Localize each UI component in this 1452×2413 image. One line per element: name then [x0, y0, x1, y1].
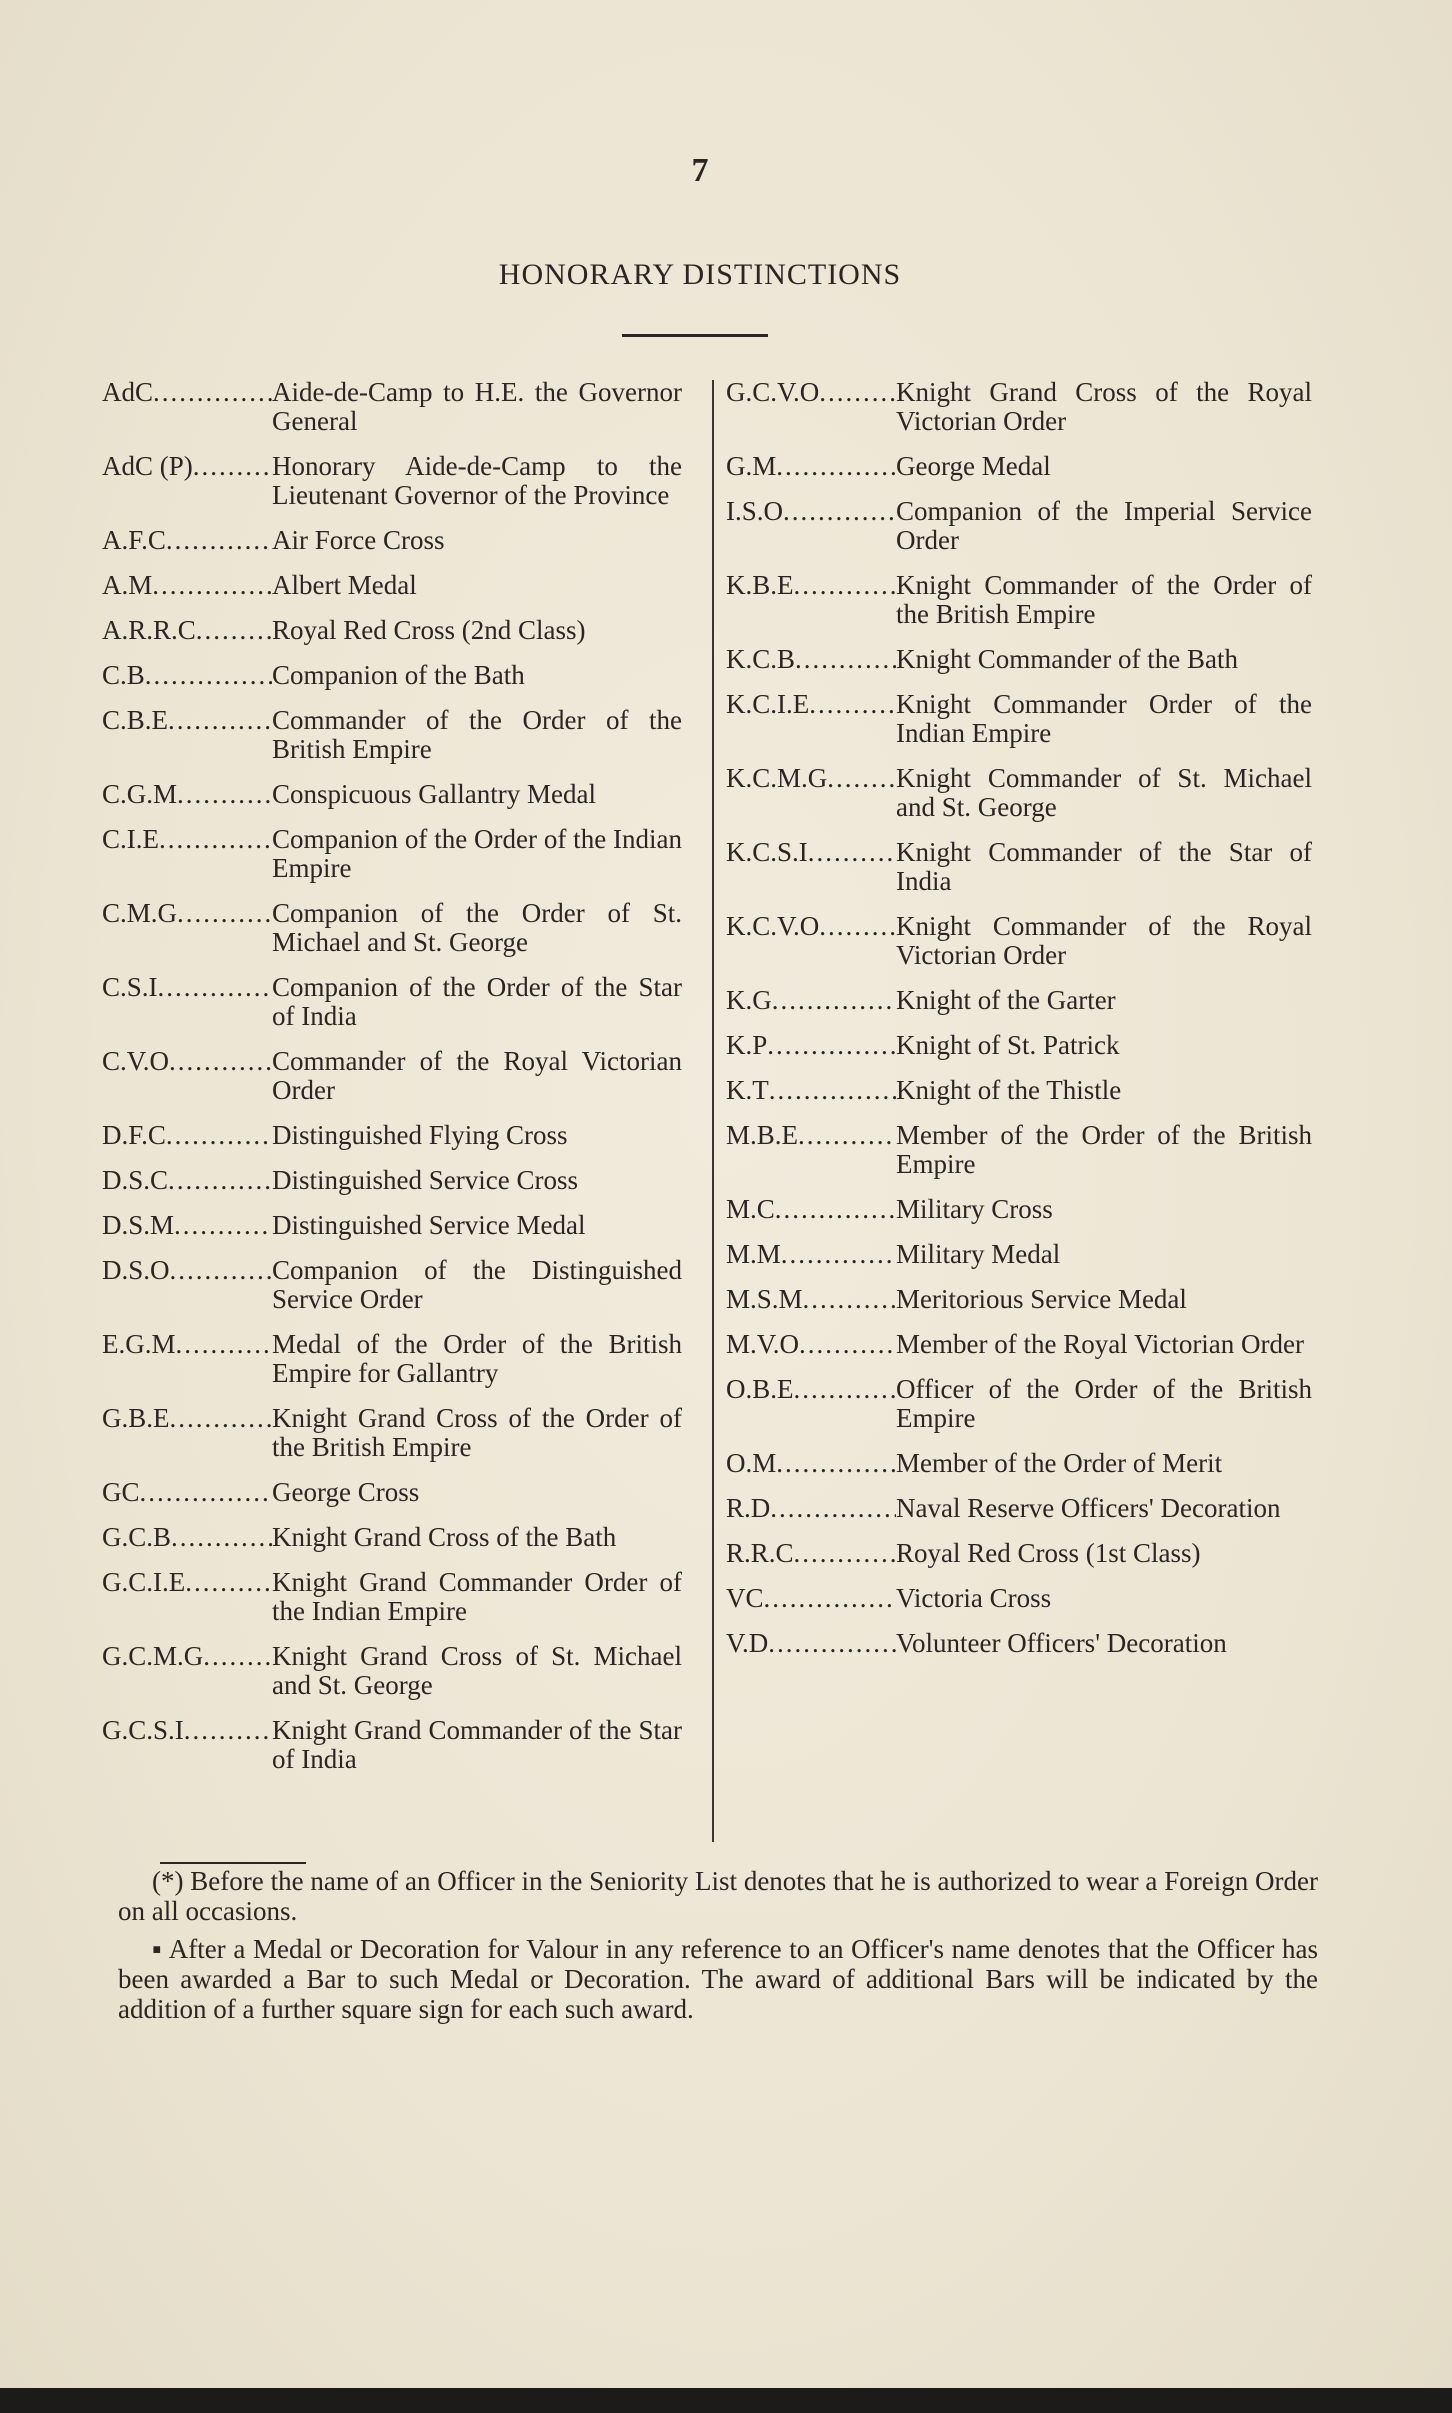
dot-leader — [177, 780, 272, 809]
distinction-entry — [726, 1240, 1312, 1269]
distinction-definition: Royal Red Cross (2nd Class) — [272, 615, 586, 645]
footnotes — [118, 1866, 1318, 2032]
distinction-abbreviation-cell — [102, 378, 272, 407]
distinction-abbreviation: G.B.E — [102, 1404, 170, 1433]
distinction-abbreviation-cell — [726, 452, 896, 481]
distinction-definition: Companion of the Bath — [272, 660, 525, 690]
distinction-abbreviation: I.S.O — [726, 497, 784, 526]
dot-leader — [166, 1121, 272, 1150]
distinction-abbreviation: K.T — [726, 1076, 769, 1105]
distinction-definition: Naval Reserve Officers' Decoration — [896, 1493, 1281, 1523]
distinction-entry — [102, 1121, 682, 1150]
distinction-abbreviation: C.I.E — [102, 825, 159, 854]
distinction-definition: Distinguished Service Cross — [272, 1165, 578, 1195]
distinction-abbreviation: G.C.S.I — [102, 1716, 184, 1745]
distinction-abbreviation: D.S.O — [102, 1256, 170, 1285]
distinction-definition: Knight Grand Commander of the Star of India — [272, 1715, 682, 1774]
distinction-abbreviation: AdC (P) — [102, 452, 193, 481]
dot-leader — [185, 1568, 272, 1597]
distinction-abbreviation-cell — [102, 973, 272, 1002]
distinction-definition: Knight Grand Cross of St. Michael and St. George — [272, 1641, 682, 1700]
distinction-entry — [726, 690, 1312, 748]
distinction-entry — [726, 1584, 1312, 1613]
distinction-abbreviation-cell — [102, 1642, 272, 1671]
dot-leader — [158, 973, 272, 1002]
dot-leader — [153, 378, 272, 407]
dot-leader — [170, 1256, 272, 1285]
distinction-entry — [102, 1404, 682, 1462]
distinction-abbreviation: D.S.M — [102, 1211, 175, 1240]
distinction-definition: Companion of the Distinguished Service Order — [272, 1255, 682, 1314]
distinction-entry — [102, 1642, 682, 1700]
distinction-entry — [102, 1523, 682, 1552]
distinction-abbreviation: R.R.C — [726, 1539, 794, 1568]
distinction-entry — [102, 1211, 682, 1240]
distinction-abbreviation: GC — [102, 1478, 140, 1507]
distinction-entry — [102, 616, 682, 645]
distinction-definition: Air Force Cross — [272, 525, 445, 555]
dot-leader — [166, 526, 272, 555]
distinction-abbreviation-cell — [726, 1539, 896, 1568]
dot-leader — [803, 1285, 896, 1314]
distinction-definition: Knight Grand Cross of the Bath — [272, 1522, 617, 1552]
distinction-abbreviation-cell — [102, 1523, 272, 1552]
dot-leader — [764, 1584, 896, 1613]
distinction-entry — [102, 706, 682, 764]
distinction-definition: George Cross — [272, 1477, 420, 1507]
column-divider — [712, 380, 714, 1842]
distinction-abbreviation-cell — [102, 1568, 272, 1597]
distinction-definition: Knight Grand Commander Order of the Indian Empire — [272, 1567, 682, 1626]
distinction-abbreviation-cell — [726, 497, 896, 526]
distinction-entry — [102, 571, 682, 600]
distinction-abbreviation-cell — [726, 571, 896, 600]
dot-leader — [174, 1211, 272, 1240]
distinction-entry — [102, 1478, 682, 1507]
distinction-definition: Distinguished Service Medal — [272, 1210, 586, 1240]
dot-leader — [768, 1629, 896, 1658]
dot-leader — [794, 571, 897, 600]
distinction-abbreviation: G.M — [726, 452, 777, 481]
distinction-abbreviation-cell — [726, 690, 896, 719]
dot-leader — [177, 899, 272, 928]
dot-leader — [776, 452, 896, 481]
distinction-abbreviation: K.C.B — [726, 645, 796, 674]
dot-leader — [783, 497, 896, 526]
footnote-bar-sign: ▪ After a Medal or Decoration for Valour in any reference to an Officer's name denotes that the Officer has been awarded a Bar to such Medal or Decoration. The award of additional Bars will be indicated by the addition of a further square sign for each such award. — [118, 1934, 1318, 2024]
page-heading: HONORARY DISTINCTIONS — [498, 258, 902, 291]
distinction-abbreviation: K.G — [726, 986, 772, 1015]
distinction-definition: Commander of the Royal Victorian Order — [272, 1046, 682, 1105]
dot-leader — [184, 1716, 272, 1745]
heading-rule — [622, 334, 768, 337]
distinction-definition: Albert Medal — [272, 570, 417, 600]
dot-leader — [168, 1166, 272, 1195]
distinction-definition: Knight Commander of the Royal Victorian Order — [896, 911, 1312, 970]
distinction-abbreviation-cell — [102, 899, 272, 928]
distinction-definition: Member of the Royal Victorian Order — [896, 1329, 1305, 1359]
dot-leader — [809, 690, 896, 719]
distinction-definition: Military Medal — [896, 1239, 1061, 1269]
distinction-abbreviation: AdC — [102, 378, 154, 407]
dot-leader — [794, 1539, 896, 1568]
distinction-abbreviation-cell — [102, 706, 272, 735]
distinction-definition: Officer of the Order of the British Empire — [896, 1374, 1312, 1433]
dot-leader — [799, 1330, 896, 1359]
distinction-abbreviation: G.C.V.O — [726, 378, 820, 407]
distinction-entry — [726, 1629, 1312, 1658]
dot-leader — [169, 1047, 272, 1076]
distinction-entry — [102, 378, 682, 436]
distinction-abbreviation-cell — [726, 1031, 896, 1060]
dot-leader — [767, 1031, 896, 1060]
page-bottom-edge — [0, 2388, 1452, 2413]
distinction-definition: Meritorious Service Medal — [896, 1284, 1187, 1314]
distinction-abbreviation: A.M — [102, 571, 153, 600]
distinction-entry — [726, 764, 1312, 822]
dot-leader — [140, 1478, 272, 1507]
distinction-entry — [726, 1539, 1312, 1568]
distinction-entry — [102, 1256, 682, 1314]
distinction-definition: Conspicuous Gallantry Medal — [272, 779, 596, 809]
distinction-entry — [726, 571, 1312, 629]
distinction-entry — [726, 838, 1312, 896]
distinction-abbreviation: C.S.I — [102, 973, 158, 1002]
distinction-abbreviation-cell — [726, 1629, 896, 1658]
distinction-abbreviation: O.M — [726, 1449, 777, 1478]
distinction-abbreviation: K.C.S.I — [726, 838, 808, 867]
left-column-list — [102, 378, 682, 1790]
distinction-abbreviation: M.C — [726, 1195, 775, 1224]
distinction-abbreviation-cell — [726, 764, 896, 793]
distinction-definition: Companion of the Order of the Indian Empire — [272, 824, 682, 883]
dot-leader — [798, 1121, 896, 1150]
distinction-abbreviation: C.V.O — [102, 1047, 170, 1076]
distinction-abbreviation-cell — [726, 645, 896, 674]
distinction-definition: Member of the Order of the British Empire — [896, 1120, 1312, 1179]
distinction-abbreviation: G.C.I.E — [102, 1568, 186, 1597]
distinction-abbreviation-cell — [102, 571, 272, 600]
dot-leader — [795, 645, 896, 674]
distinction-abbreviation-cell — [102, 526, 272, 555]
distinction-abbreviation: C.B.E — [102, 706, 169, 735]
distinction-definition: Honorary Aide-de-Camp to the Lieutenant Governor of the Province — [272, 451, 682, 510]
distinction-definition: Knight of the Thistle — [896, 1075, 1122, 1105]
distinction-definition: Victoria Cross — [896, 1583, 1052, 1613]
distinction-abbreviation-cell — [102, 616, 272, 645]
distinction-definition: Knight Commander of the Order of the British Empire — [896, 570, 1312, 629]
distinction-entry — [102, 1047, 682, 1105]
dot-leader — [170, 1404, 273, 1433]
dot-leader — [203, 1642, 272, 1671]
distinction-abbreviation-cell — [102, 661, 272, 690]
distinction-definition: Companion of the Order of the Star of India — [272, 972, 682, 1031]
distinction-definition: Commander of the Order of the British Empire — [272, 705, 682, 764]
distinction-abbreviation-cell — [726, 1195, 896, 1224]
distinction-abbreviation: M.S.M — [726, 1285, 803, 1314]
distinction-abbreviation: M.M — [726, 1240, 781, 1269]
distinction-abbreviation: R.D — [726, 1494, 771, 1523]
dot-leader — [769, 1076, 896, 1105]
distinction-entry — [726, 1330, 1312, 1359]
distinction-entry — [726, 497, 1312, 555]
distinction-abbreviation: C.B — [102, 661, 145, 690]
distinction-definition: Companion of the Order of St. Michael and St. George — [272, 898, 682, 957]
dot-leader — [776, 1449, 896, 1478]
distinction-abbreviation-cell — [726, 1449, 896, 1478]
distinction-entry — [102, 780, 682, 809]
distinction-entry — [102, 452, 682, 510]
distinction-abbreviation: D.F.C — [102, 1121, 166, 1150]
distinction-entry — [726, 1375, 1312, 1433]
distinction-abbreviation: E.G.M — [102, 1330, 176, 1359]
distinction-abbreviation: K.B.E — [726, 571, 794, 600]
distinction-abbreviation-cell — [726, 1121, 896, 1150]
distinction-definition: Aide-de-Camp to H.E. the Governor General — [272, 377, 682, 436]
distinction-definition: Military Cross — [896, 1194, 1053, 1224]
distinction-entry — [726, 1195, 1312, 1224]
distinction-abbreviation-cell — [726, 1584, 896, 1613]
dot-leader — [772, 986, 896, 1015]
dot-leader — [781, 1240, 896, 1269]
distinction-abbreviation: K.C.I.E — [726, 690, 810, 719]
distinction-abbreviation: C.M.G — [102, 899, 178, 928]
distinction-entry — [102, 1330, 682, 1388]
distinction-abbreviation: A.R.R.C — [102, 616, 196, 645]
dot-leader — [152, 571, 272, 600]
distinction-entry — [726, 378, 1312, 436]
dot-leader — [770, 1494, 896, 1523]
distinction-definition: Medal of the Order of the British Empire for Gallantry — [272, 1329, 682, 1388]
dot-leader — [159, 825, 272, 854]
distinction-abbreviation-cell — [102, 1166, 272, 1195]
distinction-entry — [102, 661, 682, 690]
distinction-definition: Knight Grand Cross of the Royal Victorian Order — [896, 377, 1312, 436]
dot-leader — [145, 661, 272, 690]
distinction-abbreviation-cell — [102, 1478, 272, 1507]
distinction-abbreviation-cell — [102, 780, 272, 809]
distinction-abbreviation-cell — [102, 1211, 272, 1240]
distinction-abbreviation-cell — [726, 1285, 896, 1314]
distinction-abbreviation: C.G.M — [102, 780, 178, 809]
distinction-definition: Member of the Order of Merit — [896, 1448, 1223, 1478]
distinction-entry — [726, 452, 1312, 481]
distinction-definition: Companion of the Imperial Service Order — [896, 496, 1312, 555]
dot-leader — [775, 1195, 896, 1224]
dot-leader — [819, 912, 896, 941]
distinction-entry — [726, 912, 1312, 970]
dot-leader — [171, 1523, 272, 1552]
distinction-abbreviation: D.S.C — [102, 1166, 169, 1195]
distinction-abbreviation-cell — [726, 912, 896, 941]
distinction-abbreviation-cell — [726, 1076, 896, 1105]
distinction-entry — [102, 825, 682, 883]
distinction-entry — [102, 973, 682, 1031]
distinction-abbreviation: O.B.E — [726, 1375, 794, 1404]
dot-leader — [819, 378, 896, 407]
distinction-definition: Knight Grand Cross of the Order of the British Empire — [272, 1403, 682, 1462]
distinction-definition: Knight Commander of St. Michael and St. George — [896, 763, 1312, 822]
distinction-definition: George Medal — [896, 451, 1051, 481]
distinction-definition: Royal Red Cross (1st Class) — [896, 1538, 1201, 1568]
distinction-entry — [102, 899, 682, 957]
page-number: 7 — [691, 152, 709, 189]
dot-leader — [176, 1330, 273, 1359]
distinction-abbreviation-cell — [102, 1404, 272, 1433]
distinction-abbreviation: M.B.E — [726, 1121, 799, 1150]
distinction-definition: Knight Commander of the Star of India — [896, 837, 1312, 896]
distinction-abbreviation-cell — [102, 452, 272, 481]
distinction-definition: Knight Commander of the Bath — [896, 644, 1238, 674]
distinction-abbreviation-cell — [102, 1330, 272, 1359]
distinction-abbreviation: G.C.B — [102, 1523, 172, 1552]
distinction-abbreviation-cell — [102, 825, 272, 854]
distinction-abbreviation-cell — [726, 1330, 896, 1359]
distinction-abbreviation: K.C.V.O — [726, 912, 820, 941]
footnote-foreign-order: (*) Before the name of an Officer in the Seniority List denotes that he is authorized to wear a Foreign Order on all occasions. — [118, 1866, 1318, 1926]
distinction-entry — [726, 1076, 1312, 1105]
distinction-abbreviation: K.P — [726, 1031, 768, 1060]
distinction-definition: Knight Commander Order of the Indian Empire — [896, 689, 1312, 748]
distinction-abbreviation-cell — [726, 1240, 896, 1269]
distinction-abbreviation-cell — [102, 1121, 272, 1150]
distinction-abbreviation-cell — [726, 986, 896, 1015]
distinction-abbreviation-cell — [726, 378, 896, 407]
distinction-entry — [726, 645, 1312, 674]
distinction-entry — [726, 1285, 1312, 1314]
right-column-list — [726, 378, 1312, 1674]
distinction-definition: Distinguished Flying Cross — [272, 1120, 568, 1150]
distinction-definition: Knight of the Garter — [896, 985, 1116, 1015]
dot-leader — [196, 616, 272, 645]
dot-leader — [827, 764, 896, 793]
distinction-entry — [102, 526, 682, 555]
distinction-abbreviation: VC — [726, 1584, 764, 1613]
distinction-entry — [102, 1166, 682, 1195]
distinction-abbreviation: M.V.O — [726, 1330, 800, 1359]
distinction-abbreviation-cell — [726, 1375, 896, 1404]
dot-leader — [808, 838, 896, 867]
distinction-abbreviation: V.D — [726, 1629, 769, 1658]
distinction-entry — [726, 986, 1312, 1015]
distinction-abbreviation: A.F.C — [102, 526, 166, 555]
distinction-abbreviation-cell — [102, 1256, 272, 1285]
distinction-abbreviation-cell — [102, 1047, 272, 1076]
dot-leader — [193, 452, 272, 481]
distinction-entry — [102, 1568, 682, 1626]
distinction-abbreviation: G.C.M.G — [102, 1642, 204, 1671]
distinction-entry — [726, 1031, 1312, 1060]
distinction-entry — [102, 1716, 682, 1774]
distinction-entry — [726, 1494, 1312, 1523]
distinction-abbreviation-cell — [726, 838, 896, 867]
distinction-abbreviation-cell — [726, 1494, 896, 1523]
distinction-abbreviation-cell — [102, 1716, 272, 1745]
distinction-entry — [726, 1449, 1312, 1478]
distinction-abbreviation: K.C.M.G — [726, 764, 828, 793]
distinction-definition: Knight of St. Patrick — [896, 1030, 1120, 1060]
footnote-rule — [160, 1862, 306, 1864]
dot-leader — [794, 1375, 897, 1404]
distinction-entry — [726, 1121, 1312, 1179]
dot-leader — [168, 706, 272, 735]
distinction-definition: Volunteer Officers' Decoration — [896, 1628, 1227, 1658]
